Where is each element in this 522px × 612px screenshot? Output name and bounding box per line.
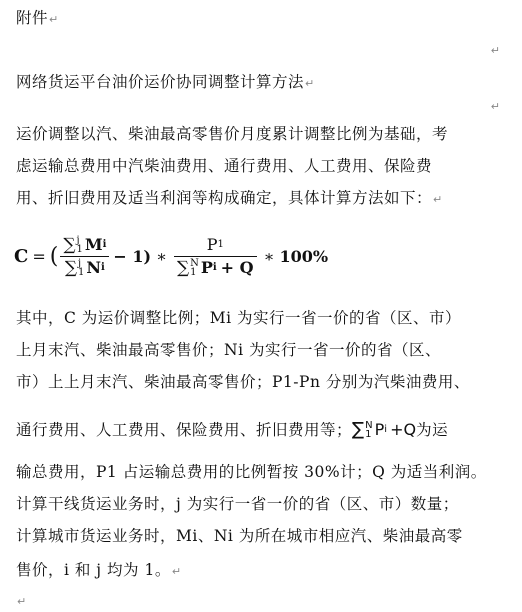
document-title [16,72,315,94]
body-line-2: 上月末汽、柴油最高零售价；Ni 为实行一省一价的省（区、 [16,341,441,359]
intro-line-3 [16,188,443,210]
paragraph-mark-icon: ↵ [17,595,27,608]
sum-lower-limit: 1 [190,266,197,278]
formula-share-fraction [174,234,257,279]
share-denominator [174,257,257,279]
intro-line-3-text: 用、折旧费用及适当利润等构成确定，具体计算方法如下： [16,189,433,207]
tail-line-3: 计算城市货运业务时，Mi、Ni 为所在城市相应汽、柴油最高零 [16,527,463,545]
sum-limits [365,421,372,439]
denominator-variable: N [86,257,102,277]
sum-upper-limit: N [190,257,199,269]
sum-symbol: ∑ [176,257,190,278]
attachment-text: 附件 [16,9,49,27]
formula-lhs: C [14,245,29,267]
sum-upper-limit: j [78,257,82,269]
formula-times: ∗ [156,246,167,266]
paragraph-mark-icon: ↵ [49,13,59,26]
plus-q: +Q [390,420,417,439]
denominator-subscript: i [101,261,105,273]
line-4-text-after: 为运 [416,421,449,439]
pi-subscript: i [212,261,217,273]
formula [14,226,328,286]
pi-variable: P [374,420,385,439]
formula-ratio-fraction [60,234,109,279]
sum-symbol: ∑ [63,234,76,255]
sum-lower-limit: 1 [78,266,85,278]
formula-percent: 100% [279,246,329,266]
p1-variable: P [206,234,218,254]
formula-open-paren: ( [49,243,59,269]
ratio-numerator [60,234,109,256]
formula-times-2: ∗ [263,246,275,266]
share-numerator [204,234,227,256]
body-line-4 [16,416,448,444]
numerator-subscript: i [102,238,107,250]
paragraph-mark-icon: ↵ [433,193,443,206]
ratio-denominator [62,257,108,279]
body-line-3: 市）上上月末汽、柴油最高零售价；P1-Pn 分别为汽柴油费用、 [16,373,470,391]
formula-equals: = [32,246,46,266]
sum-limits [76,236,82,254]
tail-line-1: 输总费用，P1 占运输总费用的比例暂按 30%计；Q 为适当利润。 [16,463,487,481]
paragraph-mark-icon: ↵ [305,77,315,90]
intro-line-2: 虑运输总费用中汽柴油费用、通行费用、人工费用、保险费 [16,157,433,175]
sum-upper-limit: j [76,234,80,246]
body-line-1: 其中，C 为运价调整比例；Mi 为实行一省一价的省（区、市） [16,309,462,327]
intro-line-1: 运价调整以汽、柴油最高零售价月度累计调整比例为基础，考 [16,125,449,143]
sum-upper-limit: N [365,420,373,431]
paragraph-mark-icon: ↵ [171,565,182,578]
pi-variable: P [200,257,213,277]
title-text: 网络货运平台油价运价协同调整计算方法 [16,73,305,91]
tail-line-4 [16,560,182,582]
line-4-text-before: 通行费用、人工费用、保险费用、折旧费用等； [16,421,353,439]
sum-lower-limit: 1 [365,429,372,440]
numerator-variable: M [84,234,103,254]
attachment-label [16,8,59,30]
pi-subscript: i [384,424,388,435]
plus-q: + Q [220,257,254,277]
sum-limits [190,259,199,277]
tail-line-4-text: 售价，i 和 j 均为 1。 [16,561,171,579]
sum-limits [78,259,84,277]
empty-paragraph [16,590,27,612]
paragraph-mark-icon: ↵ [490,100,500,113]
tail-line-2: 计算干线货运业务时，j 为实行一省一价的省（区、市）数量； [16,495,459,513]
formula-minus-one: − 1) [113,246,152,266]
p1-subscript: 1 [217,238,224,250]
paragraph-mark-icon: ↵ [490,44,500,57]
inline-sum-expression [352,420,416,440]
sum-symbol: ∑ [64,257,78,278]
sum-symbol: ∑ [352,419,365,440]
sum-lower-limit: 1 [76,243,83,255]
